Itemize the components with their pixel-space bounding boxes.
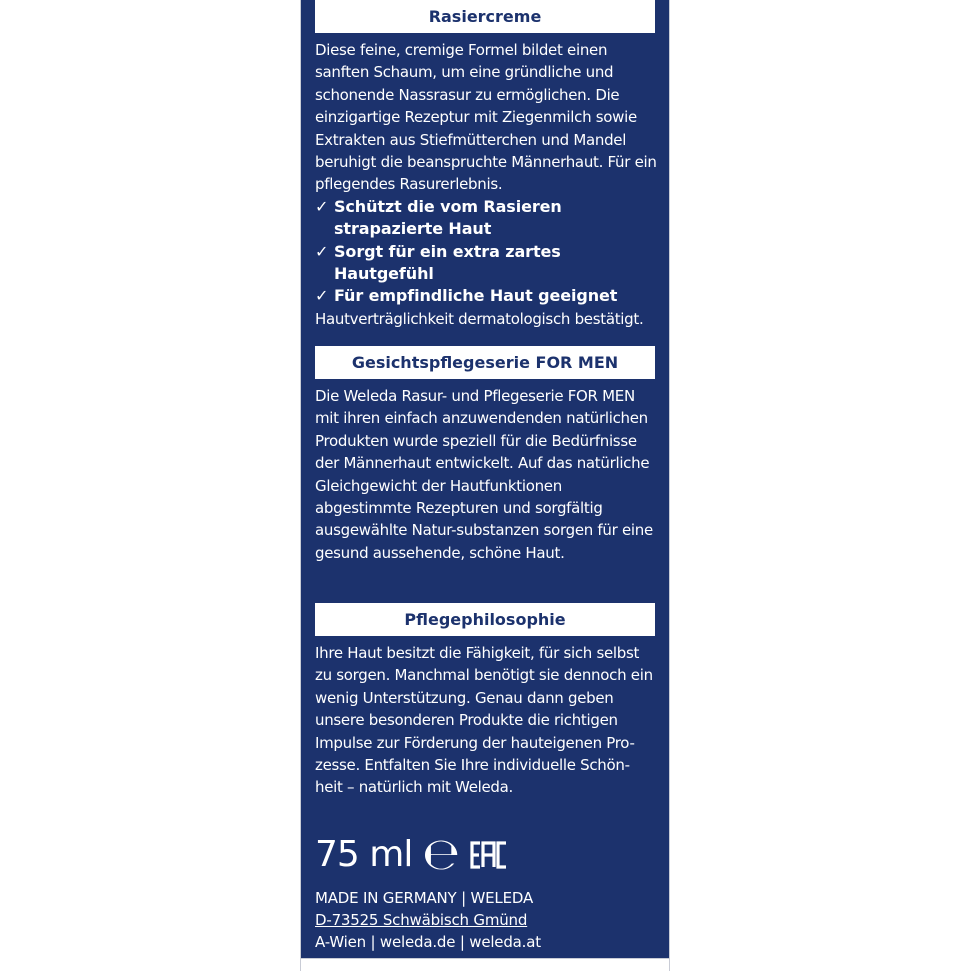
paragraph: Diese feine, cremige Formel bildet einen sanften Schaum, um eine gründliche und schonende Nassrasur zu ermöglichen. Die einzigartige Rezeptur mit Ziegenmilch sowie Extrakten aus Stiefmütterchen und Mandel beruhigt die beanspruchte Männerhaut. Für ein pflegendes Rasurerlebnis. [315,41,657,194]
paragraph: Ihre Haut besitzt die Fähigkeit, für sich selbst zu sorgen. Manchmal benötigt sie dennoch ein wenig Unterstützung. Genau dann geben unsere besonderen Produkte die richtigen Impulse zur Förderung der hauteigenen Pro-zesse. Entfalten Sie Ihre individuelle Schön-heit – natürlich mit Weleda. [315,644,653,797]
benefit-item [315,285,657,307]
section-heading-rasiercreme: Rasiercreme [315,0,655,33]
section-heading-for-men: Gesichtspflegeserie FOR MEN [315,346,655,379]
eac-mark-icon [470,841,508,869]
benefit-text: Für empfindliche Haut geeignet [334,286,618,306]
manufacturer-address [315,887,660,953]
address-line-2: D-73525 Schwäbisch Gmünd [315,911,528,929]
volume-label: 75 ml [315,834,413,875]
section-heading-pflegephilosophie: Pflegephilosophie [315,603,655,636]
estimated-sign-icon: ℮ [422,829,460,880]
address-line-1: MADE IN GERMANY | WELEDA [315,889,534,907]
paragraph: Die Weleda Rasur- und Pflegeserie FOR MEN mit ihren einfach anzuwendenden natürlichen Produkten wurde speziell für die Bedürfnisse der Männerhaut entwickelt. Auf das natürliche Gleichgewicht der Hautfunktionen abgestimmte Rezepturen und sorgfältig ausgewählte Natur-substanzen sorgen für eine gesund aussehende, schöne Haut. [315,387,653,562]
checkmark-icon: ✓ [315,286,329,306]
section-body-for-men [315,385,657,564]
benefit-item [315,196,657,241]
benefit-text: Sorgt für ein extra zartes Hautgefühl [334,241,561,284]
checkmark-icon: ✓ [315,241,329,261]
dermatology-note: Hautverträglichkeit dermatologisch bestätigt. [315,309,644,328]
benefit-text: Schützt die vom Rasieren strapazierte Haut [334,196,562,239]
address-line-3: A-Wien | weleda.de | weleda.at [315,933,541,951]
benefit-list [315,196,657,308]
section-body-rasiercreme [315,39,657,330]
section-body-pflegephilosophie [315,642,657,799]
panel-bottom-edge [300,958,670,971]
volume-row [315,829,508,880]
benefit-item [315,241,657,286]
checkmark-icon: ✓ [315,196,329,216]
